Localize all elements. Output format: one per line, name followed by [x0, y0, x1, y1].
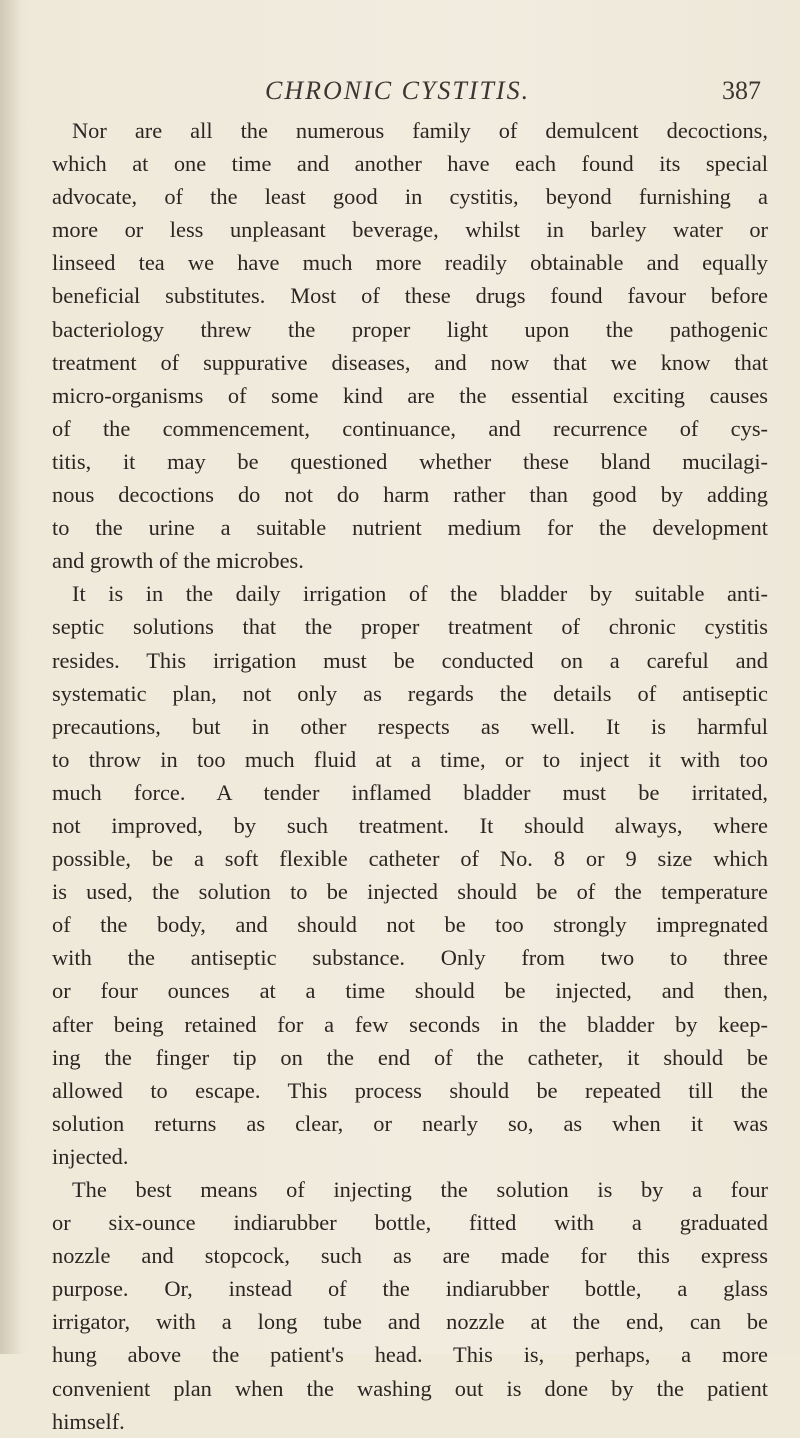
text-line: or six-ounce indiarubber bottle, fitted with a graduated — [52, 1210, 768, 1236]
text-line: solution returns as clear, or nearly so, as when it was — [52, 1110, 768, 1136]
text-line: of the commencement, continuance, and recurrence of cys- — [52, 415, 768, 441]
text-line: linseed tea we have much more readily obtainable and equally — [52, 250, 768, 276]
paragraph — [52, 1173, 768, 1438]
text-line: hung above the patient's head. This is, perhaps, a more — [52, 1342, 768, 1368]
text-line: advocate, of the least good in cystitis, beyond furnishing a — [52, 184, 768, 210]
text-line: The best means of injecting the solution is by a four — [72, 1177, 768, 1202]
text-line: or four ounces at a time should be injected, and then, — [52, 978, 768, 1004]
text-line: much force. A tender inflamed bladder must be irritated, — [52, 779, 768, 805]
running-title: CHRONIC CYSTITIS. — [265, 76, 531, 105]
text-line: after being retained for a few seconds in the bladder by keep- — [52, 1011, 768, 1037]
text-line: possible, be a soft flexible catheter of No. 8 or 9 size which — [52, 846, 768, 872]
text-line: purpose. Or, instead of the indiarubber bottle, a glass — [52, 1276, 768, 1302]
text-line: treatment of suppurative diseases, and now that we know that — [52, 349, 768, 375]
text-line: beneficial substitutes. Most of these drugs found favour before — [52, 283, 768, 309]
text-line: of the body, and should not be too strongly impregnated — [52, 912, 768, 938]
text-line: ing the finger tip on the end of the catheter, it should be — [52, 1044, 768, 1070]
text-line: with the antiseptic substance. Only from two to three — [52, 945, 768, 971]
text-line: nozzle and stopcock, such as are made for this express — [52, 1243, 768, 1269]
text-line: to throw in too much fluid at a time, or to inject it with too — [52, 746, 768, 772]
text-line: not improved, by such treatment. It should always, where — [52, 812, 768, 838]
text-line: systematic plan, not only as regards the details of antiseptic — [52, 680, 768, 706]
text-line: more or less unpleasant beverage, whilst in barley water or — [52, 217, 768, 243]
text-line: convenient plan when the washing out is done by the patient — [52, 1375, 768, 1401]
text-line: septic solutions that the proper treatment of chronic cystitis — [52, 614, 768, 640]
text-line: which at one time and another have each found its special — [52, 151, 768, 177]
text-line: nous decoctions do not do harm rather than good by adding — [52, 482, 768, 508]
paragraph — [52, 114, 768, 577]
text-line: micro-organisms of some kind are the essential exciting causes — [52, 382, 768, 408]
body-text — [52, 114, 768, 1438]
text-line: injected. — [52, 1143, 129, 1169]
text-line: It is in the daily irrigation of the bladder by suitable anti- — [72, 581, 768, 607]
text-line: bacteriology threw the proper light upon the pathogenic — [52, 316, 768, 342]
text-line: resides. This irrigation must be conducted on a careful and — [52, 647, 768, 673]
text-line: irrigator, with a long tube and nozzle at the end, can be — [52, 1309, 768, 1335]
text-line: and growth of the microbes. — [52, 548, 304, 574]
paragraph — [52, 577, 768, 1173]
page-gutter-shadow — [0, 0, 22, 1354]
text-line: is used, the solution to be injected should be of the temperature — [52, 879, 768, 905]
running-head — [0, 76, 800, 106]
text-line: to the urine a suitable nutrient medium for the development — [52, 515, 768, 541]
text-line: allowed to escape. This process should be repeated till the — [52, 1077, 768, 1103]
text-line: himself. — [52, 1408, 125, 1434]
text-line: Nor are all the numerous family of demulcent decoctions, — [72, 118, 768, 143]
text-line: titis, it may be questioned whether these bland mucilagi- — [52, 448, 768, 474]
text-line: precautions, but in other respects as well. It is harmful — [52, 713, 768, 739]
page-number: 387 — [722, 76, 761, 105]
